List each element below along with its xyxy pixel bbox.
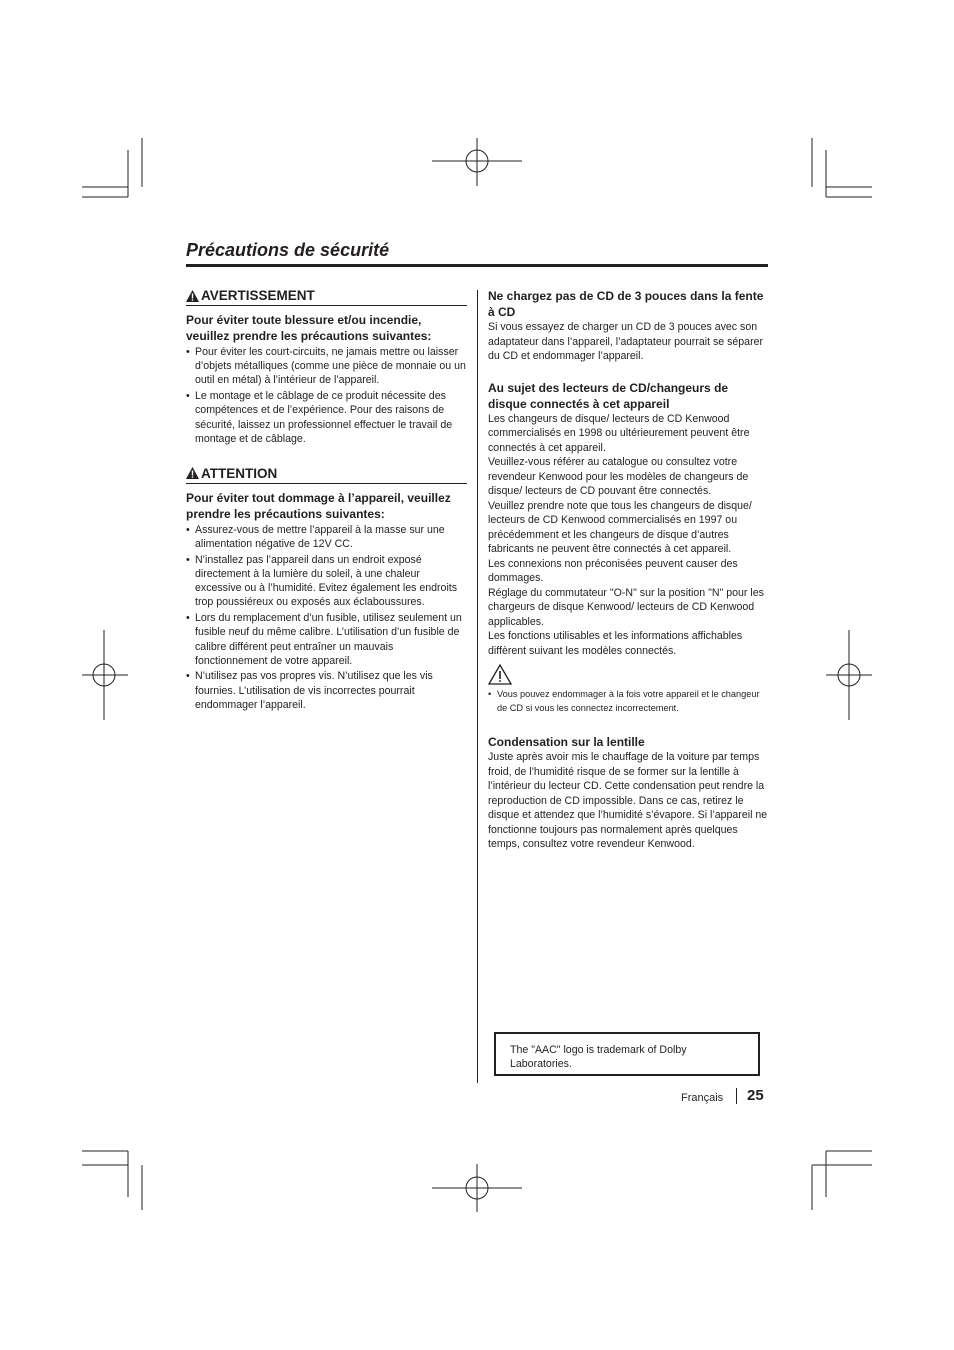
caution-block [488, 687, 770, 715]
cd3-body: Si vous essayez de charger un CD de 3 pouces avec son adaptateur dans l’appareil, l’adaptateur pourrait se séparer du CD et endommager l’appareil. [488, 321, 764, 362]
attention-heading [186, 466, 467, 484]
list-item: • Pour éviter les court-circuits, ne jamais mettre ou laisser d’objets métalliques (comme une pièce de monnaie ou un outil en métal) à l’intérieur de l’appareil. [186, 345, 467, 388]
list-item: • Assurez-vous de mettre l’appareil à la masse sur une alimentation négative de 12V CC. [186, 523, 467, 551]
condensation-body: Juste après avoir mis le chauffage de la voiture par temps froid, de l’humidité risque de se former sur la lentille à l’intérieur du lecteur CD. Cette condensation peut rendre la reproduction de CD impossible. Dans ce cas, retirez le disque et attendez que l’humidité s’évapore. Si l’appareil ne fonctionne toujours pas normalement après quelques temps, consultez votre revendeur Kenwood. [488, 751, 768, 850]
warning-subheading: Pour éviter toute blessure et/ou incendie, veuillez prendre les précautions suivantes: [186, 313, 432, 343]
changers-paragraph: Les changeurs de disque/ lecteurs de CD Kenwood commercialisés en 1998 ou ultérieurement peuvent être connectés à cet appareil. [488, 412, 750, 454]
page-number: 25 [747, 1087, 764, 1104]
list-item: • Vous pouvez endommager à la fois votre appareil et le changeur de CD si vous les connectez incorrectement. [488, 687, 770, 715]
right-column [488, 288, 770, 852]
warning-heading [186, 288, 467, 306]
caution-list [488, 687, 770, 715]
footer-divider [736, 1088, 737, 1104]
changers-heading: Au sujet des lecteurs de CD/changeurs de disque connectés à cet appareil [488, 380, 729, 411]
list-item: • N’installez pas l’appareil dans un endroit exposé directement à la lumière du soleil, à une chaleur excessive ou à l’humidité. Evitez également les endroits trop poussiéreux ou exposés aux éclaboussures. [186, 553, 467, 610]
warning-icon [186, 290, 199, 302]
changers-paragraph: Les fonctions utilisables et les informations affichables diffèrent suivant les modèles connectés. [488, 630, 743, 657]
changers-paragraph: Les connexions non préconisées peuvent causer des dommages. [488, 557, 738, 584]
title-rule [186, 264, 768, 267]
aac-trademark-note: The "AAC" logo is trademark of Dolby Laboratories. [494, 1032, 760, 1076]
column-divider [477, 290, 478, 1083]
attention-heading-text: ATTENTION [201, 465, 278, 481]
list-item: • N’utilisez pas vos propres vis. N’utilisez que les vis fournies. L’utilisation de vis incorrectes pourrait endommager l’appareil. [186, 669, 467, 712]
attention-list [186, 523, 467, 712]
attention-subheading: Pour éviter tout dommage à l’appareil, veuillez prendre les précautions suivantes: [186, 490, 451, 521]
list-item: • Le montage et le câblage de ce produit nécessite des compétences et de l’expérience. Pour des raisons de sécurité, laissez un professionnel effectuer le travail de montage et de câblage. [186, 389, 467, 446]
warning-triangle-icon [488, 664, 512, 685]
warning-heading-text: AVERTISSEMENT [201, 288, 315, 303]
warning-icon [186, 467, 199, 479]
warning-list [186, 345, 467, 446]
cd3-heading: Ne chargez pas de CD de 3 pouces dans la fente à CD [488, 289, 764, 319]
left-column [186, 288, 467, 714]
changers-paragraph: Réglage du commutateur "O-N" sur la position "N" pour les chargeurs de disque Kenwood/ lecteurs de CD Kenwood applicables. [488, 586, 764, 628]
changers-paragraph: Veuillez prendre note que tous les changeurs de disque/ lecteurs de CD Kenwood commercialisés en 1997 ou précédemment et les changeurs de disque d’autres fabricants ne peuvent être connectés à cet appareil. [488, 499, 752, 555]
condensation-heading: Condensation sur la lentille [488, 735, 645, 749]
footer-language: Français [681, 1092, 724, 1104]
page-title: Précautions de sécurité [186, 240, 390, 260]
list-item: • Lors du remplacement d’un fusible, utilisez seulement un fusible neuf du même calibre. L’utilisation d’un fusible de calibre différent peut entraîner un mauvais fonctionnement de votre appareil. [186, 611, 467, 668]
changers-paragraph: Veuillez-vous référer au catalogue ou consultez votre revendeur Kenwood pour les modèles de changeurs de disque/ lecteurs de CD pouvant être connectés. [488, 456, 749, 497]
